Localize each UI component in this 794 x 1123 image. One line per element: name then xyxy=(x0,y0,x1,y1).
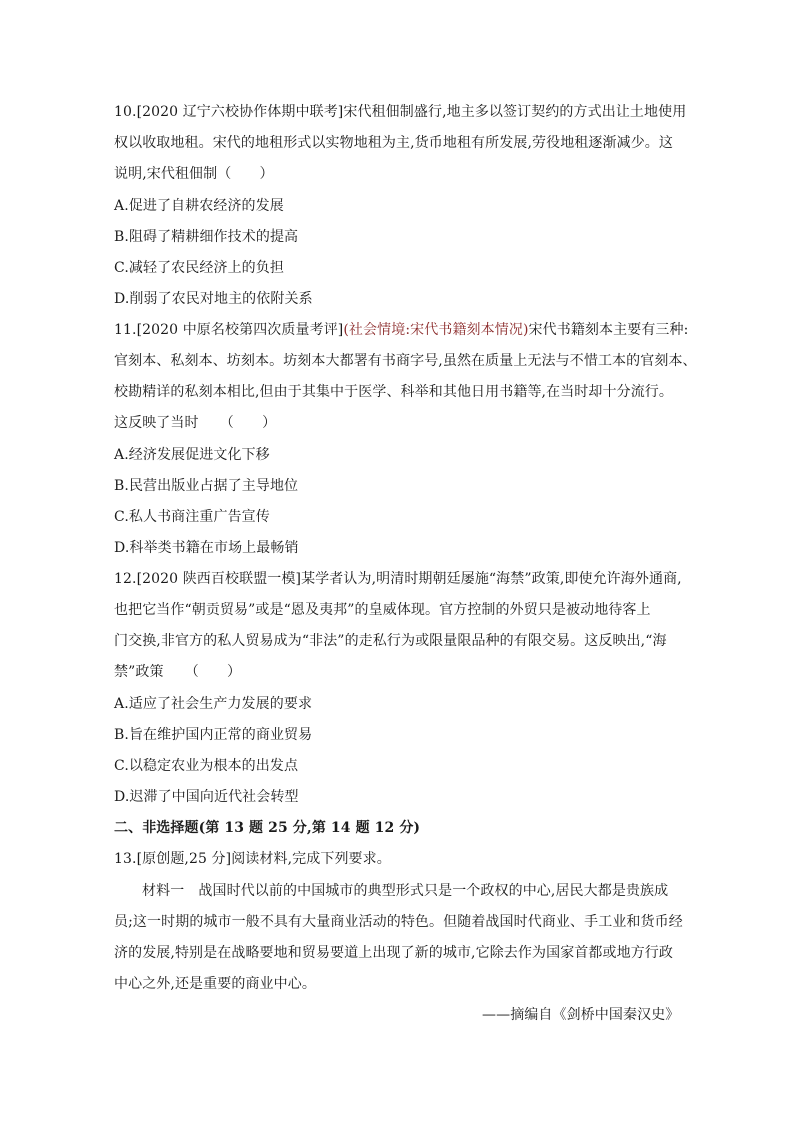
q13-material-source: ——摘编自《剑桥中国秦汉史》 xyxy=(482,1007,680,1023)
q11-source: 11.[2020 中原名校第四次质量考评] xyxy=(114,322,344,338)
q13-material-line4: 中心之外,还是重要的商业中心。 xyxy=(114,976,316,992)
q10-stem-line3: 说明,宋代租佃制（ ） xyxy=(114,166,274,182)
q12-stem-line4: 禁”政策 （ ） xyxy=(114,664,242,680)
q11-context-tag: (社会情境:宋代书籍刻本情况) xyxy=(343,322,529,338)
q12-stem-line1: 12.[2020 陕西百校联盟一模]某学者认为,明清时期朝廷屡施“海禁”政策,即使允许海外通商, xyxy=(114,571,682,587)
q11-option-b[interactable]: B.民营出版业占据了主导地位 xyxy=(114,478,299,494)
q13-material-line3: 济的发展,特别是在战略要地和贸易要道上出现了新的城市,它除去作为国家首都或地方行政 xyxy=(114,945,673,961)
q11-stem-line4: 这反映了当时 （ ） xyxy=(114,415,277,431)
section-heading: 二、非选择题(第 13 题 25 分,第 14 题 12 分) xyxy=(114,820,421,836)
q12-stem-line2: 也把它当作“朝贡贸易”或是“恩及夷邦”的皇威体现。官方控制的外贸只是被动地待客上 xyxy=(114,602,651,618)
q10-stem-line1: 10.[2020 辽宁六校协作体期中联考]宋代租佃制盛行,地主多以签订契约的方式出让土地使用 xyxy=(114,104,687,120)
q11-stem-line2: 官刻本、私刻本、坊刻本。坊刻本大都署有书商字号,虽然在质量上无法与不惜工本的官刻本、 xyxy=(114,353,697,369)
q13-stem: 13.[原创题,25 分]阅读材料,完成下列要求。 xyxy=(114,851,391,867)
q12-stem-line3: 门交换,非官方的私人贸易成为“非法”的走私行为或限量限品种的有限交易。这反映出,“海 xyxy=(114,633,667,649)
q11-stem-line1 xyxy=(114,320,694,340)
q11-stem-text: 宋代书籍刻本主要有三种: xyxy=(528,322,689,338)
q13-material-line1: 材料一 战国时代以前的中国城市的典型形式只是一个政权的中心,居民大都是贵族成 xyxy=(142,883,669,899)
q12-option-a[interactable]: A.适应了社会生产力发展的要求 xyxy=(114,696,313,712)
q12-option-c[interactable]: C.以稳定农业为根本的出发点 xyxy=(114,758,299,774)
q11-option-c[interactable]: C.私人书商注重广告宣传 xyxy=(114,509,270,525)
q11-stem-line3: 校勘精详的私刻本相比,但由于其集中于医学、科举和其他日用书籍等,在当时却十分流行。 xyxy=(114,384,673,400)
q12-option-d[interactable]: D.迟滞了中国向近代社会转型 xyxy=(114,789,299,805)
q11-option-d[interactable]: D.科举类书籍在市场上最畅销 xyxy=(114,540,299,556)
q10-option-b[interactable]: B.阻碍了精耕细作技术的提高 xyxy=(114,229,299,245)
q10-stem-line2: 权以收取地租。宋代的地租形式以实物地租为主,货币地租有所发展,劳役地租逐渐减少。这 xyxy=(114,135,673,151)
q12-option-b[interactable]: B.旨在维护国内正常的商业贸易 xyxy=(114,727,313,743)
q13-material-line2: 员;这一时期的城市一般不具有大量商业活动的特色。但随着战国时代商业、手工业和货币经 xyxy=(114,914,683,930)
q10-option-a[interactable]: A.促进了自耕农经济的发展 xyxy=(114,198,284,214)
q10-option-d[interactable]: D.削弱了农民对地主的依附关系 xyxy=(114,291,313,307)
q11-option-a[interactable]: A.经济发展促进文化下移 xyxy=(114,447,270,463)
q10-option-c[interactable]: C.减轻了农民经济上的负担 xyxy=(114,260,284,276)
